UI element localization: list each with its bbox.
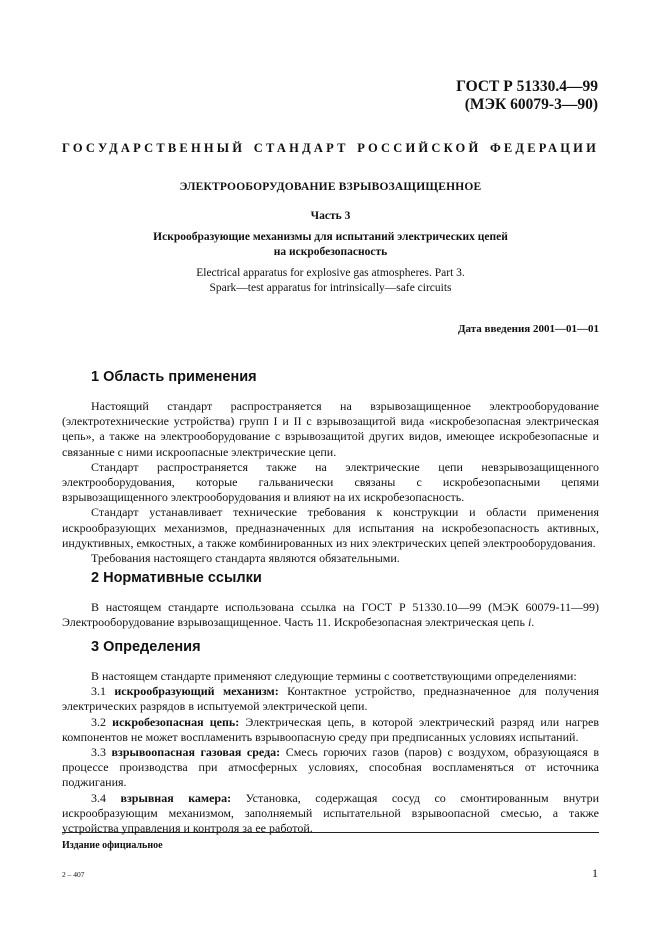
definition-text: Электрическая цепь, в которой электрический разряд или нагрев компонентов не может воспламенить взрывоопасную среду при предписанных условиях испытаний.	[62, 714, 600, 744]
definition-text: Смесь горючих газов (паров) с воздухом, образующаяся в процессе производства при атмосферных условиях, способная воспламеняться от источника поджигания.	[62, 745, 600, 790]
page-number: 1	[592, 866, 598, 880]
section-references-body	[62, 600, 599, 630]
subtitle-line: на искробезопасность	[273, 245, 388, 258]
definition-term: взрывоопасная газовая среда:	[111, 745, 281, 760]
subtitle-line: Искрообразующие механизмы для испытаний электрических цепей	[153, 231, 508, 243]
definition-item	[62, 715, 599, 745]
english-title-line: Electrical apparatus for explosive gas atmospheres. Part 3.	[196, 267, 465, 279]
reference-text: В настоящем стандарте использована ссылка на ГОСТ Р 51330.10—99 (МЭК 60079-11—99) Электрооборудование взрывозащищенное. Часть 11. Искробезопасная электрическая цепь	[62, 600, 599, 630]
paragraph: Стандарт устанавливает технические требования к конструкции и области применения искрообразующих механизмов, предназначенных для испытания на искробезопасность активных, индуктивных, емкостных, а также комбинированных из них электрических цепей электрооборудования.	[62, 505, 599, 550]
footer-divider	[62, 832, 599, 833]
paragraph: Стандарт распространяется также на электрические цепи невзрывозащищенного электрооборудования, которые гальванически связаны с искробезопасными цепями взрывозащищенного электрооборудования и влияют на их искробезопасность.	[62, 459, 599, 505]
paragraph: Требования настоящего стандарта являются обязательными.	[91, 551, 400, 566]
definition-number: 3.1	[91, 684, 106, 699]
part-label: Часть 3	[310, 210, 351, 222]
definition-term: искрообразующий механизм:	[114, 684, 279, 699]
definition-text: Установка, содержащая сосуд со смонтированным внутри искрообразующим механизмом, заполняемый испытательной взрывоопасной смесью, а также устройства управления и контроля за ее работой.	[62, 790, 599, 836]
definition-text: Контактное устройство, предназначенное для получения электрических разрядов в испытуемой электрической цепи.	[62, 684, 600, 714]
paragraph: В настоящем стандарте применяют следующие термины с соответствующими определениями:	[91, 669, 577, 683]
section-definitions-body	[62, 669, 599, 836]
definition-item	[62, 791, 599, 837]
paragraph	[62, 600, 599, 630]
definition-term: взрывная камера:	[120, 790, 232, 805]
definition-number: 3.2	[91, 714, 106, 729]
print-code: 2 – 407	[62, 870, 85, 879]
reference-end: .	[531, 615, 535, 630]
edition-label: Издание официальное	[62, 840, 163, 851]
section-heading-definitions: 3 Определения	[91, 639, 201, 655]
document-subtitle	[62, 230, 599, 259]
section-heading-references: 2 Нормативные ссылки	[91, 570, 262, 586]
circuit-symbol: i	[527, 615, 532, 630]
definition-item	[62, 745, 599, 791]
iec-number: (МЭК 60079-3—90)	[464, 96, 598, 113]
paragraph: Настоящий стандарт распространяется на взрывозащищенное электрооборудование (электротехнические устройства) групп I и II с взрывозащитой вида «искробезопасная электрическая цепь», а также на электрооборудование с взрывозащитой других видов, имеющее искробезопасные и связанные с ними искроопасные электрические цепи.	[62, 399, 599, 459]
document-title: ЭЛЕКТРООБОРУДОВАНИЕ ВЗРЫВОЗАЩИЩЕННОЕ	[179, 181, 482, 193]
gost-number: ГОСТ Р 51330.4—99	[456, 78, 598, 95]
english-title	[62, 266, 599, 296]
definition-number: 3.3	[91, 745, 106, 760]
introduction-date: Дата введения 2001—01—01	[457, 323, 599, 335]
definition-number: 3.4	[91, 790, 106, 805]
english-title-line: Spark—test apparatus for intrinsically—safe circuits	[209, 282, 452, 294]
state-standard-heading: ГОСУДАРСТВЕННЫЙ СТАНДАРТ РОССИЙСКОЙ ФЕДЕРАЦИИ	[62, 141, 599, 155]
definition-term: искробезопасная цепь:	[112, 714, 240, 729]
section-scope-body	[62, 399, 599, 566]
standard-number-block	[456, 78, 598, 114]
section-heading-scope: 1 Область применения	[91, 369, 257, 385]
definition-item	[62, 684, 599, 714]
